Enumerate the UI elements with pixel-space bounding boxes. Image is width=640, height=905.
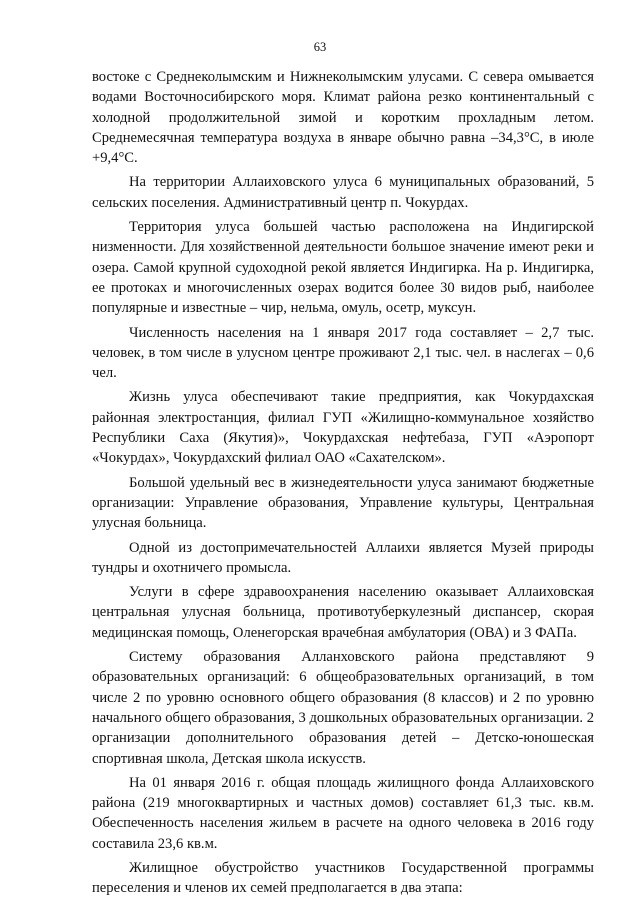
paragraph-budget-organizations: Большой удельный вес в жизнедеятельности улуса занимают бюджетные организации: Управление образования, Управление культуры, Центральная улусная больница. (92, 474, 594, 532)
paragraph-housing: На 01 января 2016 г. общая площадь жилищного фонда Аллаиховского района (219 многоквартирных и частных домов) составляет 61,3 тыс. кв.м. Обеспеченность населения жильем в расчете на одного человека в 2016 году составила 23,6 кв.м. (92, 774, 594, 852)
paragraph-education: Систему образования Алланховского района представляют 9 образовательных организаций: 6 общеобразовательных организаций, в том числе 2 по уровню основного общего образования (8 классов) и 2 по уровню начального общего образования, 3 дошкольных образовательных организации. 2 организации дополнительного образования детей – Детско-юношеская спортивная школа, Детская школа искусств. (92, 649, 594, 767)
paragraph-climate: востоке с Среднеколымским и Нижнеколымским улусами. С севера омывается водами Восточносибирского моря. Климат района резко континентальный с холодной продолжительной зимой и коротким прохладным летом. Среднемесячная температура воздуха в январе обычно равна –34,3°С, в июле +9,4°С. (92, 69, 594, 167)
paragraph-territory: Территория улуса большей частью расположена на Индигирской низменности. Для хозяйственной деятельности большое значение имеют реки и озера. Самой крупной судоходной рекой является Индигирка. На р. Индигирка, ее протоках и многочисленных озерах водится более 30 видов рыб, наиболее популярные и известные – чир, нельма, омуль, осетр, муксун. (92, 219, 594, 317)
paragraph-population: Численность населения на 1 января 2017 года составляет – 2,7 тыс. человек, в том числе в улусном центре проживают 2,1 тыс. чел. в наслегах – 0,6 чел. (92, 324, 594, 382)
paragraph-municipalities: На территории Аллаиховского улуса 6 муниципальных образований, 5 сельских поселения. Административный центр п. Чокурдах. (92, 174, 594, 211)
document-body (92, 67, 594, 903)
paragraph-resettlement: Жилищное обустройство участников Государственной программы переселения и членов их семей предполагается в два этапа: (92, 859, 594, 897)
paragraph-museum: Одной из достопримечательностей Аллаихи является Музей природы тундры и охотничего промысла. (92, 539, 594, 576)
page-number: 63 (313, 40, 327, 54)
paragraph-enterprises: Жизнь улуса обеспечивают такие предприятия, как Чокурдахская районная электростанция, филиал ГУП «Жилищно-коммунальное хозяйство Республики Саха (Якутия)», Чокурдахская нефтебаза, ГУП «Аэропорт «Чокурдах», Чокурдахский филиал ОАО «Сахателском». (92, 389, 594, 467)
paragraph-healthcare: Услуги в сфере здравоохранения населению оказывает Аллаиховская центральная улусная больница, противотуберкулезный диспансер, скорая медицинская помощь, Оленегорская врачебная амбулатория (ОВА) и 3 ФАПа. (92, 584, 594, 641)
